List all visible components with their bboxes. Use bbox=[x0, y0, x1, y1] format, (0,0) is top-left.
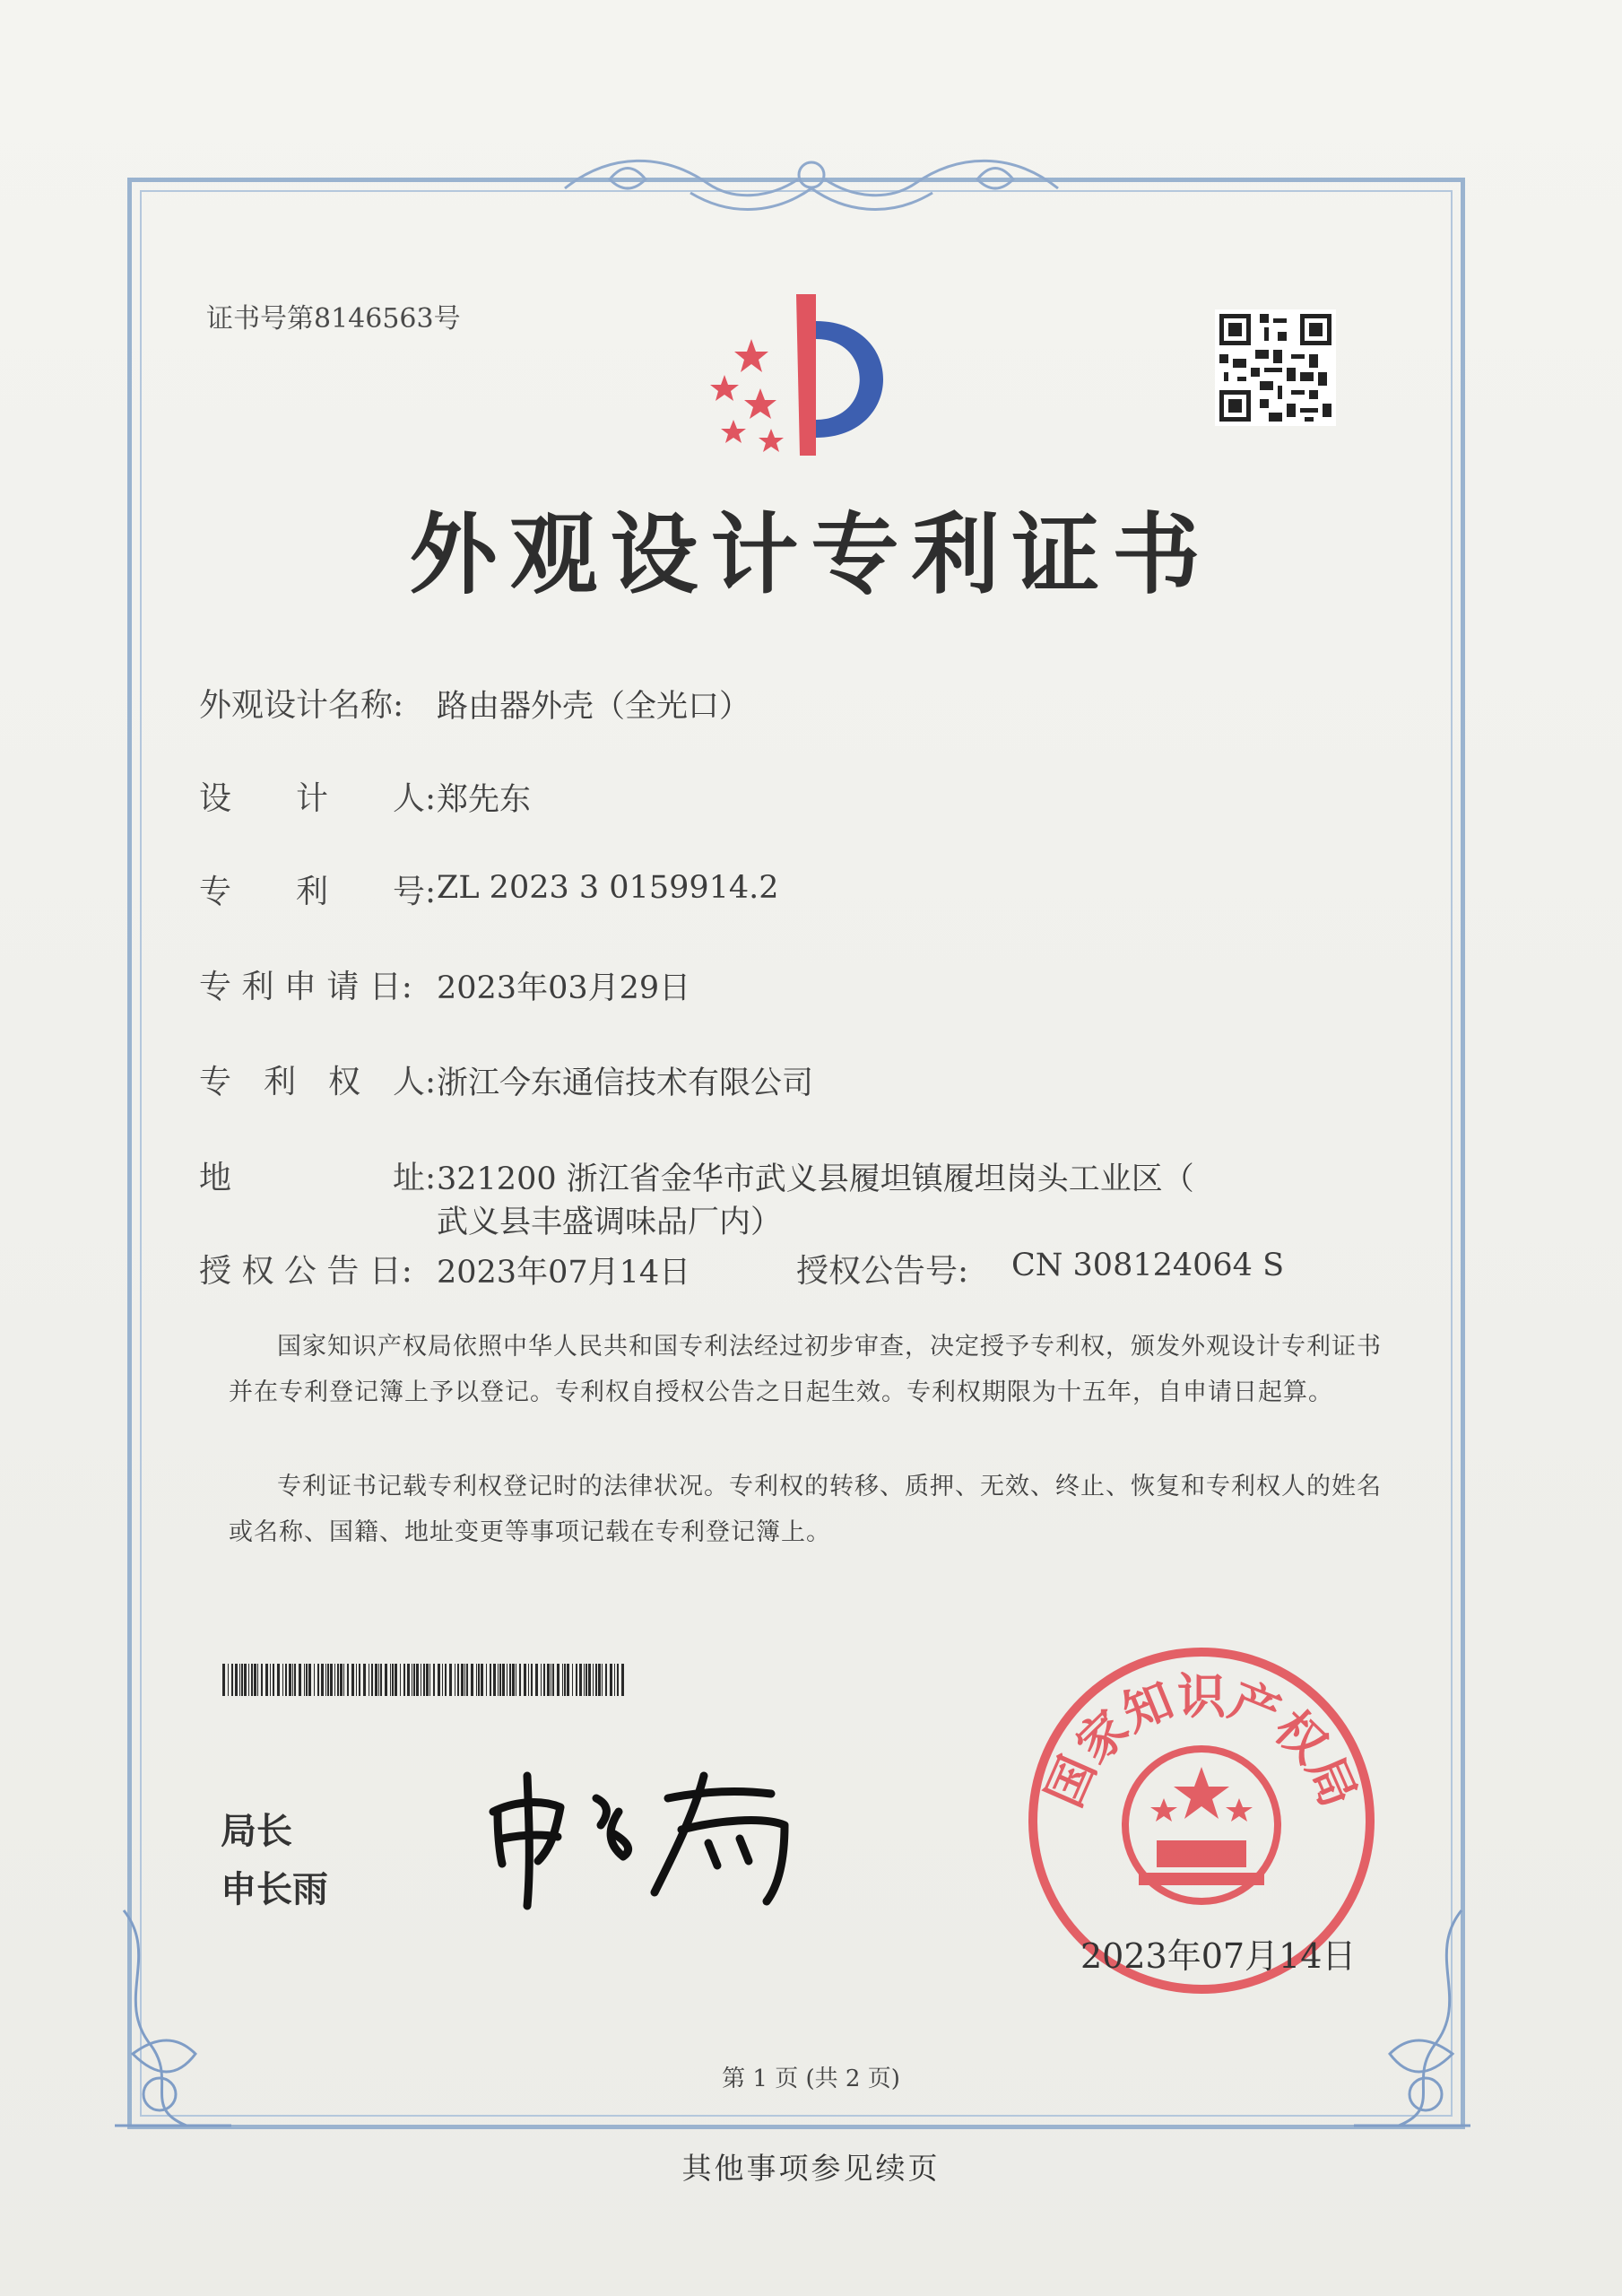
filing-date-value: 2023年03月29日 bbox=[437, 970, 691, 1006]
filing-date-label: 专 利 申 请 日: bbox=[199, 969, 412, 1005]
design-name-label: 外观设计名称: bbox=[199, 687, 404, 724]
patentee-value: 浙江今东通信技术有限公司 bbox=[437, 1065, 814, 1101]
designer-label: 设 计 人: bbox=[199, 780, 437, 817]
certificate-number: 证书号第8146563号 bbox=[206, 303, 461, 335]
seal-text: 国家知识产权局 bbox=[1036, 1668, 1367, 1815]
seal-date: 2023年07月14日 bbox=[1080, 1936, 1357, 1976]
statement-paragraph-1: 国家知识产权局依照中华人民共和国专利法经过初步审查，决定授予专利权，颁发外观设计专利证书并在专利登记簿上予以登记。专利权自授权公告之日起生效。专利权期限为十五年，自申请日起算。 bbox=[229, 1333, 1382, 1406]
qr-code-icon[interactable] bbox=[1215, 309, 1336, 426]
top-ornament-icon bbox=[556, 144, 1067, 224]
patent-number-value: ZL 2023 3 0159914.2 bbox=[437, 870, 779, 906]
design-name-value: 路由器外壳（全光口） bbox=[437, 689, 751, 725]
signatory-name: 申长雨 bbox=[221, 1869, 328, 1910]
signatory-title: 局长 bbox=[221, 1811, 292, 1852]
handwritten-signature-icon bbox=[475, 1758, 816, 1919]
address-line1: 321200 浙江省金华市武义县履坦镇履坦岗头工业区（ bbox=[437, 1161, 1194, 1197]
bottom-left-ornament-icon bbox=[106, 1901, 240, 2135]
grant-number-label: 授权公告号: bbox=[796, 1253, 969, 1290]
barcode-icon bbox=[222, 1664, 626, 1696]
designer-value: 郑先东 bbox=[437, 782, 532, 818]
certificate-title: 外观设计专利证书 bbox=[409, 504, 1213, 606]
address-line2: 武义县丰盛调味品厂内） bbox=[437, 1205, 783, 1240]
address-label: 地 址: bbox=[199, 1160, 437, 1196]
statement-paragraph-2: 专利证书记载专利权登记时的法律状况。专利权的转移、质押、无效、终止、恢复和专利权人的姓名或名称、国籍、地址变更等事项记载在专利登记簿上。 bbox=[229, 1473, 1382, 1546]
patent-number-label: 专 利 号: bbox=[199, 874, 437, 910]
patent-office-logo-icon bbox=[681, 285, 915, 465]
grant-date-label: 授 权 公 告 日: bbox=[199, 1253, 412, 1290]
grant-date-value: 2023年07月14日 bbox=[437, 1255, 691, 1291]
patentee-label: 专 利 权 人: bbox=[199, 1064, 437, 1100]
grant-number-value: CN 308124064 S bbox=[1011, 1248, 1285, 1283]
page-indicator: 第 1 页 (共 2 页) bbox=[722, 2066, 900, 2092]
footer-note: 其他事项参见续页 bbox=[681, 2151, 941, 2186]
